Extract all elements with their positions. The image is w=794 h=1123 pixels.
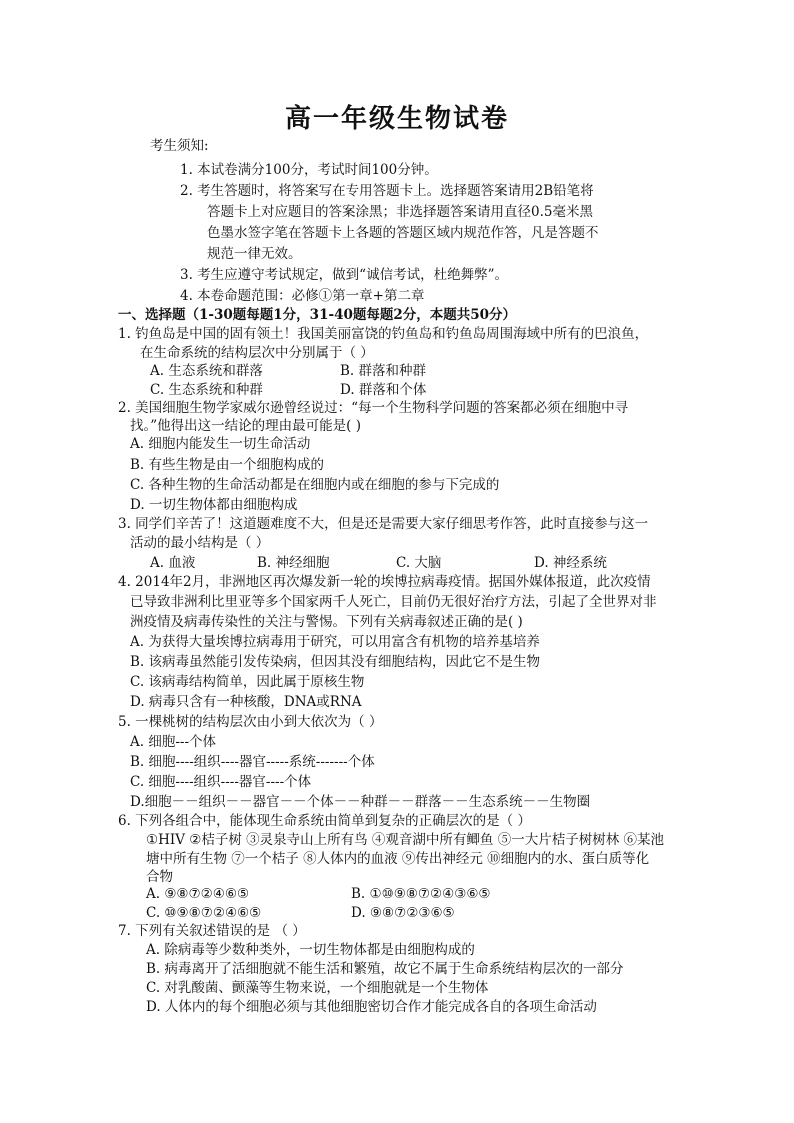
q6-stem-line2: ①HIV ②桔子树 ③灵泉寺山上所有鸟 ④观音湖中所有鲫鱼 ⑤一大片桔子树树林 ⑥某池 (146, 832, 665, 848)
q5-stem: 5. 一棵桃树的结构层次由小到大依次为（ ） (118, 714, 383, 730)
q1-option-a: A. 生态系统和群落 (150, 363, 263, 379)
q3-option-c: C. 大脑 (396, 555, 442, 571)
q5-option-c: C. 细胞----组织----器官----个体 (130, 774, 312, 790)
notice-heading: 考生须知: (150, 138, 209, 154)
q2-option-c: C. 各种生物的生命活动都是在细胞内或在细胞的参与下完成的 (130, 477, 500, 493)
q1-option-c: C. 生态系统和种群 (150, 382, 263, 398)
exam-title: 高一年级生物试卷 (284, 104, 509, 134)
notice-item-1: 1. 本试卷满分100分，考试时间100分钟。 (180, 162, 438, 178)
q6-option-b: B. ①⑩⑨⑧⑦②④③⑥⑤ (351, 886, 491, 902)
q3-stem-line2: 活动的最小结构是（ ） (130, 535, 270, 551)
q2-stem-line2: 找。”他得出这一结论的理由最可能是( ) (130, 418, 361, 434)
q3-option-a: A. 血液 (150, 555, 196, 571)
q4-stem-line1: 4. 2014年2月，非洲地区再次爆发新一轮的埃博拉病毒疫情。据国外媒体报道，此次疫情 (118, 574, 651, 590)
section-heading: 一、选择题（1-30题每题1分，31-40题每题2分，本题共50分） (118, 307, 517, 323)
q7-stem: 7. 下列有关叙述错误的是 （ ） (118, 923, 306, 939)
notice-item-2-cont-3: 规范一律无效。 (207, 246, 302, 262)
q1-stem-line1: 1. 钓鱼岛是中国的固有领土！我国美丽富饶的钓鱼岛和钓鱼岛周围海域中所有的巴浪鱼， (118, 326, 649, 342)
q7-option-c: C. 对乳酸菌、颤藻等生物来说，一个细胞就是一个生物体 (146, 980, 489, 996)
q7-option-b: B. 病毒离开了活细胞就不能生活和繁殖，故它不属于生命系统结构层次的一部分 (146, 961, 624, 977)
q5-option-b: B. 细胞----组织----器官-----系统-------个体 (130, 754, 375, 770)
q6-option-a: A. ⑨⑧⑦②④⑥⑤ (146, 886, 250, 902)
q4-option-b: B. 该病毒虽然能引发传染病，但因其没有细胞结构，因此它不是生物 (130, 654, 541, 670)
q5-option-a: A. 细胞---个体 (130, 734, 217, 750)
notice-item-4: 4. 本卷命题范围：必修①第一章+第二章 (180, 288, 425, 304)
q4-stem-line3: 洲疫情及病毒传染性的关注与警惕。下列有关病毒叙述正确的是( ) (130, 614, 523, 630)
notice-item-2-cont-2: 色墨水签字笔在答题卡上各题的答题区域内规范作答，凡是答题不 (207, 225, 599, 241)
q6-stem-line1: 6. 下列各组合中，能体现生命系统由简单到复杂的正确层次的是（ ） (118, 813, 531, 829)
q1-stem-line2: 在生命系统的结构层次中分别属于（ ） (140, 345, 374, 361)
q4-option-c: C. 该病毒结构简单，因此属于原核生物 (130, 674, 365, 690)
q2-stem-line1: 2. 美国细胞生物学家威尔逊曾经说过：“每一个生物科学问题的答案都必须在细胞中寻 (118, 400, 629, 416)
q2-option-b: B. 有些生物是由一个细胞构成的 (130, 457, 325, 473)
notice-item-2-cont-1: 答题卡上对应题目的答案涂黑；非选择题答案请用直径0.5毫米黑 (207, 204, 593, 220)
q6-option-c: C. ⑩⑨⑧⑦②④⑥⑤ (146, 905, 262, 921)
q4-option-a: A. 为获得大量埃博拉病毒用于研究，可以用富含有机物的培养基培养 (130, 634, 540, 650)
q6-stem-line3: 塘中所有生物 ⑦一个桔子 ⑧人体内的血液 ⑨传出神经元 ⑩细胞内的水、蛋白质等化 (146, 851, 650, 867)
q4-option-d: D. 病毒只含有一种核酸，DNA或RNA (130, 694, 362, 710)
q2-option-a: A. 细胞内能发生一切生命活动 (130, 436, 311, 452)
q3-option-b: B. 神经细胞 (257, 555, 330, 571)
q7-option-d: D. 人体内的每个细胞必须与其他细胞密切合作才能完成各自的各项生命活动 (146, 999, 597, 1015)
q3-option-d: D. 神经系统 (534, 555, 607, 571)
q4-stem-line2: 已导致非洲利比里亚等多个国家两千人死亡，目前仍无很好治疗方法，引起了全世界对非 (130, 594, 657, 610)
notice-item-2: 2. 考生答题时，将答案写在专用答题卡上。选择题答案请用2B铅笔将 (180, 183, 594, 199)
q6-stem-line4: 合物 (146, 869, 173, 885)
q5-option-d: D.细胞－－组织－－器官－－个体－－种群－－群落－－生态系统－－生物圈 (130, 794, 591, 810)
q2-option-d: D. 一切生物体都由细胞构成 (130, 497, 298, 513)
q7-option-a: A. 除病毒等少数种类外，一切生物体都是由细胞构成的 (146, 942, 475, 958)
q6-option-d: D. ⑨⑧⑦②③⑥⑤ (351, 905, 455, 921)
q1-option-b: B. 群落和种群 (340, 363, 427, 379)
notice-item-3: 3. 考生应遵守考试规定，做到“诚信考试，杜绝舞弊”。 (180, 267, 508, 283)
q3-stem-line1: 3. 同学们辛苦了！这道题难度不大，但是还是需要大家仔细思考作答，此时直接参与这一 (118, 516, 649, 532)
q1-option-d: D. 群落和个体 (340, 382, 427, 398)
